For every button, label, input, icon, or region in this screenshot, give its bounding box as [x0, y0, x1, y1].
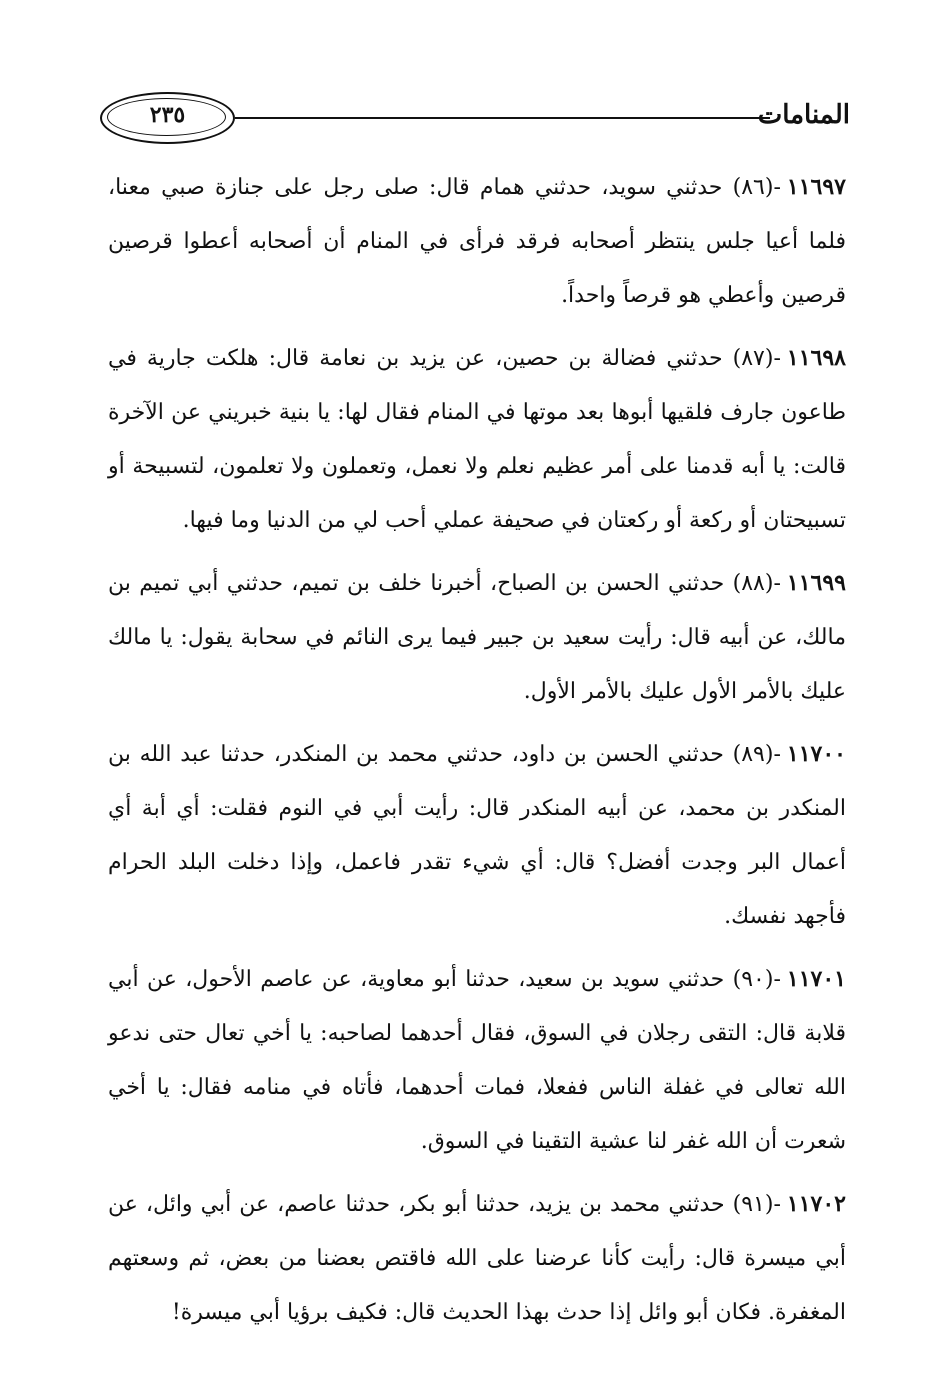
entry-text: -(٩٠) حدثني سويد بن سعيد، حدثنا أبو معاوية، عن عاصم الأحول، عن أبي قلابة قال: التقى رجلان في السوق، فقال أحدهما لصاحبه: يا أخي تعال حتى ندعو الله تعالى في غفلة الناس ففعلا، فمات أحدهما، فأتاه في منامه فقال: يا أخي شعرت أن الله غفر لنا عشية التقينا في السوق.	[108, 967, 846, 1154]
hadith-entry	[108, 1177, 846, 1340]
header-rule	[235, 117, 770, 119]
entry-number: ١١٦٩٨	[786, 345, 846, 371]
entry-text: -(٨٩) حدثني الحسن بن داود، حدثني محمد بن المنكدر، حدثنا عبد الله بن المنكدر بن محمد، عن أبيه المنكدر قال: رأيت أبي في النوم فقلت: أي أبة أي أعمال البر وجدت أفضل؟ قال: أي شيء تقدر فاعمل، وإذا دخلت البلد الحرام فأجهد نفسك.	[108, 742, 846, 929]
hadith-entry	[108, 160, 846, 323]
page-number: ٢٣٥	[149, 102, 186, 128]
entry-number: ١١٦٩٩	[786, 570, 846, 596]
entry-text: -(٩١) حدثني محمد بن يزيد، حدثنا أبو بكر، حدثنا عاصم، عن أبي وائل، عن أبي ميسرة قال: رأيت كأنا عرضنا على الله فاقتص بعضنا من بعض، ثم وسعتهم المغفرة. فكان أبو وائل إذا حدث بهذا الحديث قال: فكيف برؤيا أبي ميسرة!	[108, 1192, 846, 1325]
page-number-ornament	[100, 92, 235, 144]
entry-text: -(٨٧) حدثني فضالة بن حصين، عن يزيد بن نعامة قال: هلكت جارية في طاعون جارف فلقيها أبوها بعد موتها في المنام فقال لها: يا بنية خبريني عن الآخرة قالت: يا أبه قدمنا على أمر عظيم نعلم ولا نعمل، وتعملون ولا تعلمون، لتسبيحة أو تسبيحتان أو ركعة أو ركعتان في صحيفة عملي أحب لي من الدنيا وما فيها.	[108, 346, 846, 533]
running-title: المنامات	[757, 100, 850, 130]
entry-text: -(٨٨) حدثني الحسن بن الصباح، أخبرنا خلف بن تميم، حدثني أبي تميم بن مالك، عن أبيه قال: رأيت سعيد بن جبير فيما يرى النائم في سحابة يقول: يا مالك عليك بالأمر الأول عليك بالأمر الأول.	[108, 571, 846, 704]
hadith-entry	[108, 556, 846, 719]
page-body	[108, 160, 846, 1348]
entry-number: ١١٧٠٠	[786, 741, 846, 767]
hadith-entry	[108, 331, 846, 548]
entry-number: ١١٧٠٢	[786, 1191, 846, 1217]
page-header	[100, 92, 850, 150]
entry-number: ١١٧٠١	[786, 966, 846, 992]
hadith-entry	[108, 952, 846, 1169]
entry-text: -(٨٦) حدثني سويد، حدثني همام قال: صلى رجل على جنازة صبي معنا، فلما أعيا جلس ينتظر أصحابه فرقد فرأى في المنام أن أصحابه أعطوا قرصين قرصين وأعطي هو قرصاً واحداً.	[108, 175, 846, 308]
entry-number: ١١٦٩٧	[786, 174, 846, 200]
hadith-entry	[108, 727, 846, 944]
